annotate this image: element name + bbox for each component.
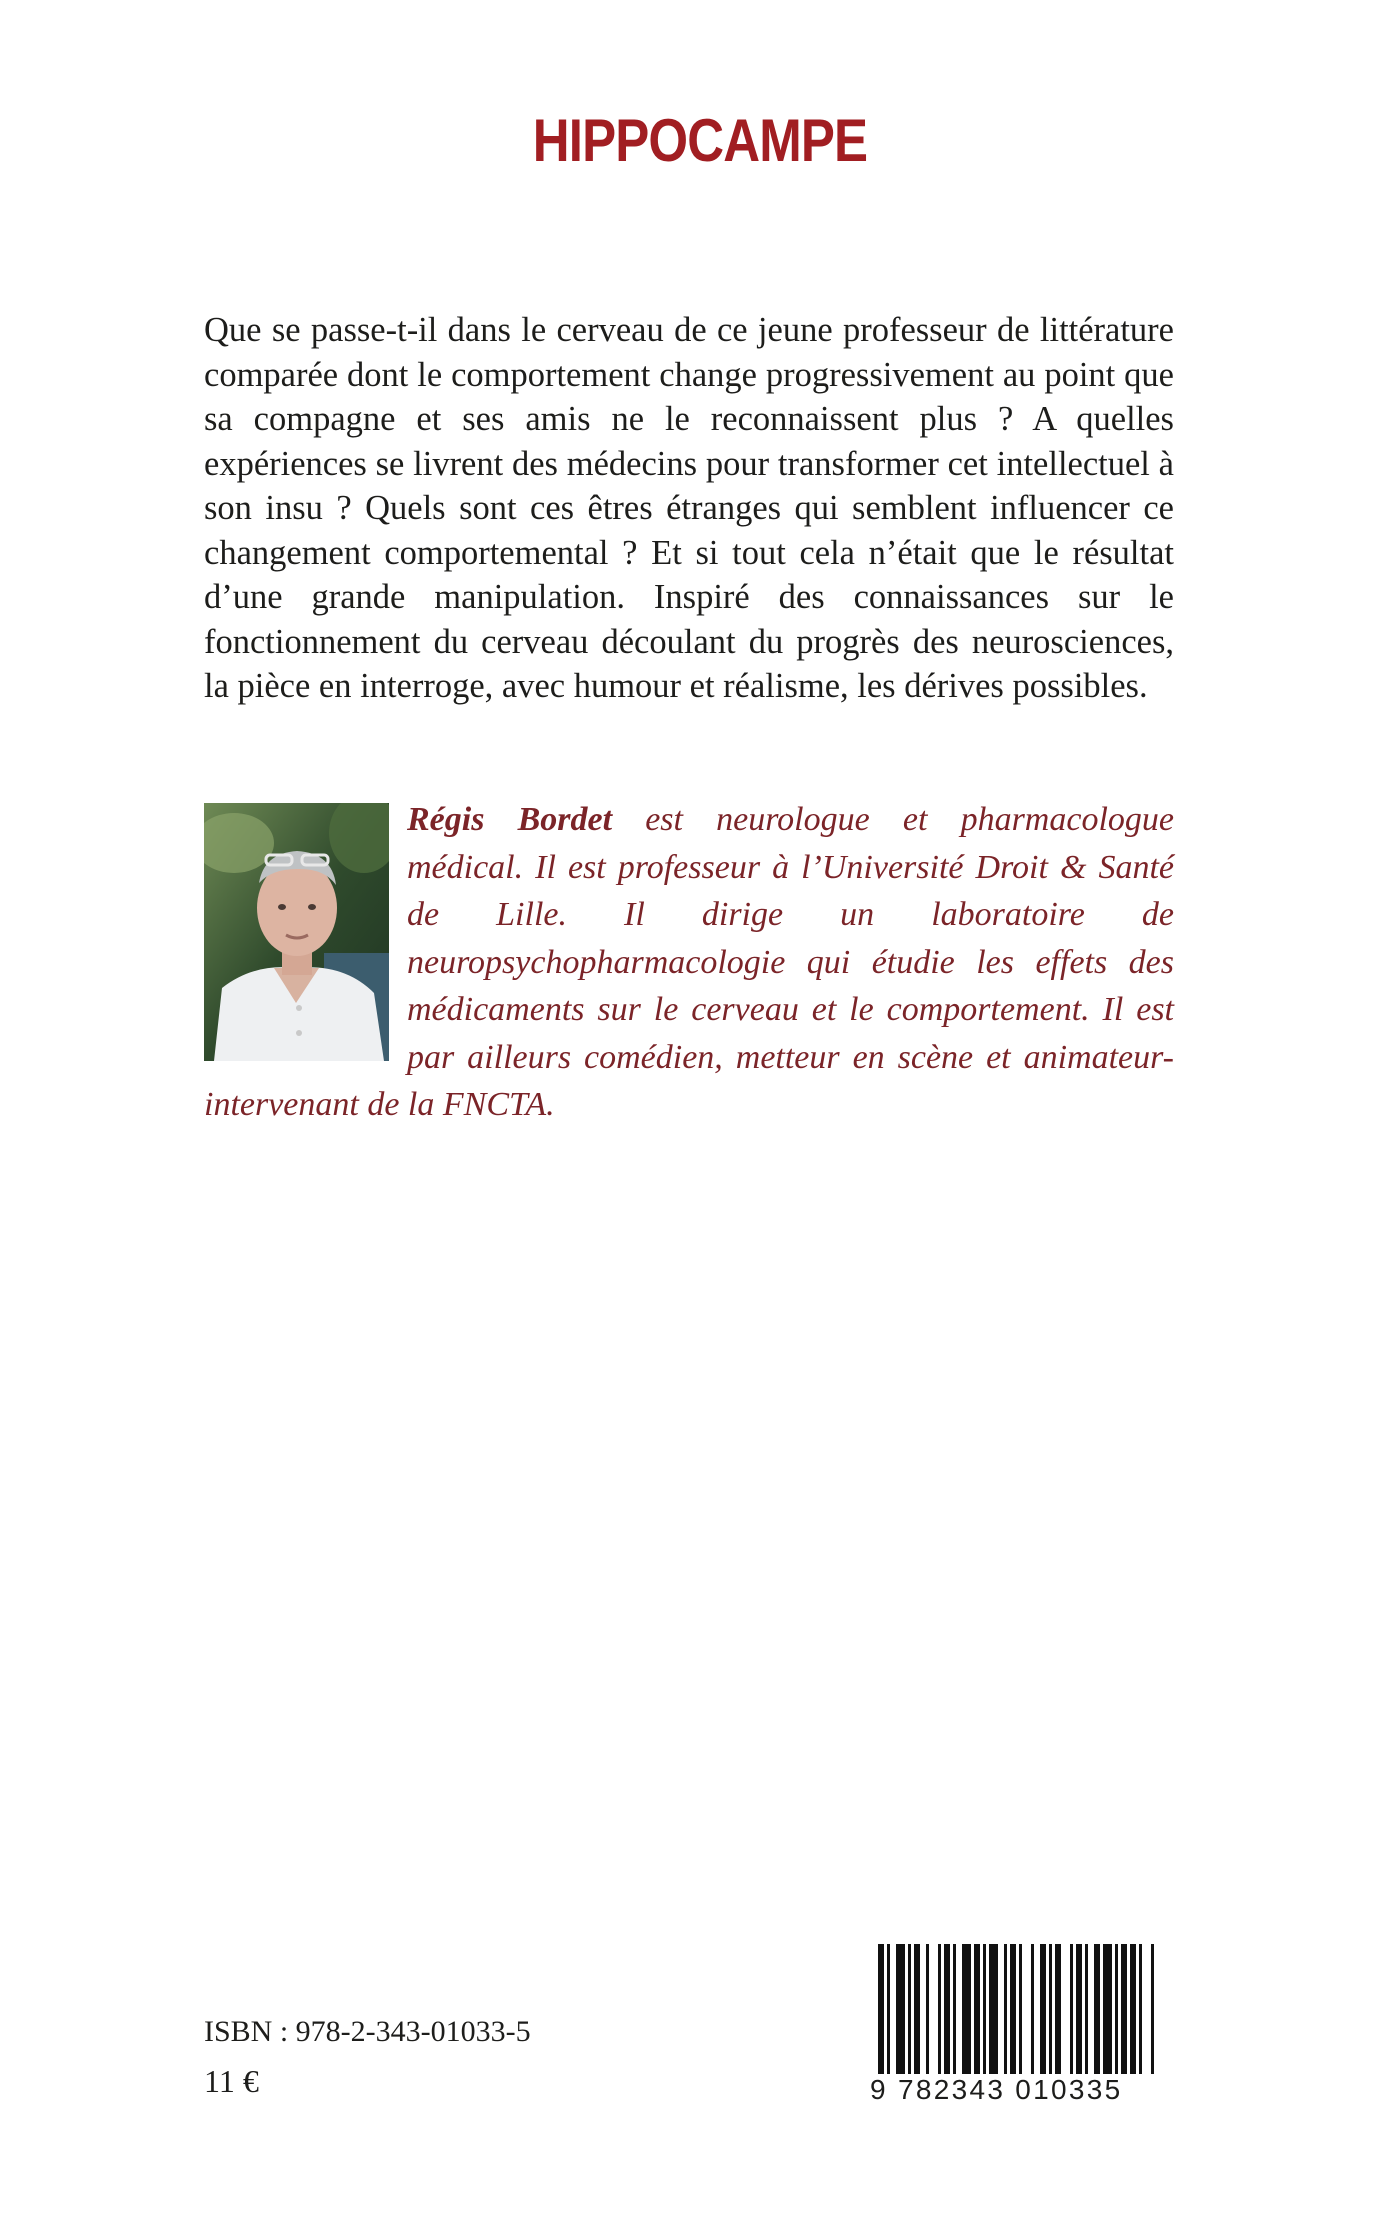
- photo-spacer: [204, 796, 407, 1062]
- back-cover-blurb: Que se passe-t-il dans le cerveau de ce jeune professeur de littérature comparée dont le comportement change progressivement au point que sa compagne et ses amis ne le reconnaissent plus ? A quelles expériences se livrent des médecins pour transformer cet intellectuel à son insu ? Quels sont ces êtres étranges qui semblent influencer ce changement comportemental ? Et si tout cela n’était que le résultat d’une grande manipulation. Inspiré des connaissances sur le fonctionnement du cerveau découlant du progrès des neurosciences, la pièce en interroge, avec humour et réalisme, les dérives possibles.: [204, 311, 1174, 705]
- barcode-bar-10: [974, 1944, 980, 2074]
- author-bio: [204, 796, 1174, 1129]
- barcode-bar-29: [1151, 1944, 1154, 2074]
- barcode-bar-26: [1121, 1944, 1127, 2074]
- barcode-bar-3: [908, 1944, 911, 2074]
- barcode-bar-28: [1139, 1944, 1142, 2074]
- barcode-bar-11: [983, 1944, 986, 2074]
- barcode-bar-2: [896, 1944, 905, 2074]
- barcode-bar-12: [989, 1944, 998, 2074]
- barcode-bar-6: [938, 1944, 941, 2074]
- barcode-bar-8: [953, 1944, 956, 2074]
- barcode-bar-13: [1004, 1944, 1007, 2074]
- barcode-bar-25: [1115, 1944, 1118, 2074]
- barcode-bar-19: [1055, 1944, 1061, 2074]
- barcode-bar-23: [1094, 1944, 1100, 2074]
- barcode-bar-17: [1040, 1944, 1046, 2074]
- barcode-bar-18: [1049, 1944, 1052, 2074]
- barcode-bar-16: [1031, 1944, 1034, 2074]
- barcode-bar-9: [962, 1944, 971, 2074]
- price: 11 €: [204, 2063, 259, 2099]
- barcode-bar-4: [914, 1944, 920, 2074]
- barcode-bar-24: [1103, 1944, 1112, 2074]
- barcode-bar-7: [944, 1944, 950, 2074]
- barcode-digits: 9 782343 010335: [866, 2074, 1170, 2106]
- author-bio-text: est neurologue et pharmacologue médical. Il est professeur à l’Université Droit & Santé de Lille. Il dirige un laboratoire de neuropsychopharmacologie qui étudie les effets des médicaments sur le cerveau et le comportement. Il est par ailleurs comédien, metteur en scène et animateur-intervenant de la FNCTA.: [204, 801, 1174, 1123]
- book-title: HIPPOCAMPE: [532, 107, 868, 174]
- barcode-bar-5: [926, 1944, 929, 2074]
- barcode-bar-15: [1019, 1944, 1022, 2074]
- author-name: Régis Bordet: [407, 801, 613, 838]
- barcode-bar-22: [1085, 1944, 1088, 2074]
- barcode-bar-27: [1130, 1944, 1136, 2074]
- barcode-bar-14: [1010, 1944, 1016, 2074]
- isbn: ISBN : 978-2-343-01033-5: [204, 2015, 531, 2048]
